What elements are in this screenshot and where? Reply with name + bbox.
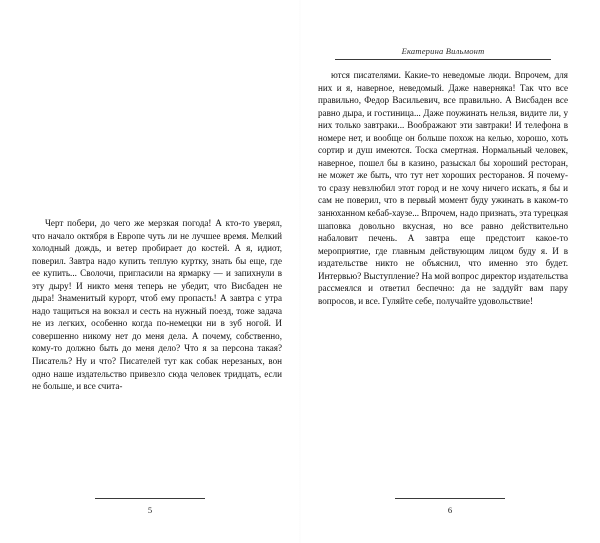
left-page-body [32,217,282,393]
right-page-running-head: Екатерина Вильмонт [401,46,485,56]
left-page-footer [0,498,300,515]
left-page-folio: 5 [147,505,153,515]
left-page-footer-rule [95,498,205,499]
right-page-body [318,69,568,307]
right-page-footer-rule [395,498,505,499]
right-page-folio: 6 [447,505,453,515]
right-page-head-rule [335,59,551,60]
right-page-footer [300,498,600,515]
left-page-paragraph: Черт побери, до чего же мерзкая погода! А кто-то уверял, что начало октября в Европе чуть ли не лучшее время. Мелкий холодный дождь, и ветер пробирает до костей. А я, идиот, поверил. Завтра надо купить теплую куртку, знать бы еще, где ее купить... Сволочи, пригласили на ярмарку — и запихнули в эту дыру! И никто меня теперь не убедит, что Висбаден не дыра! Знаменитый курорт, чтоб ему пропасть! А завтра с утра надо тащиться на вокзал и сесть на нужный поезд, тоже задача не из легких, особенно когда по-немецки ни в зуб ногой. И совершенно никому нет до меня дела. А почему, собственно, кому-то должно быть до меня дело? Что я за персона такая? Писатель? Ну и что? Писателей тут как собак нерезаных, вон одно наше издательство привезло сюда человек тридцать, если не больше, и все счита- [32,218,282,392]
right-page [300,0,600,543]
left-page-head-space [32,0,282,64]
right-page-paragraph: ются писателями. Какие-то неведомые люди. Впрочем, для них и я, наверное, неведомый. Даже наверняка! Так что все правильно, Федор Васильевич, все правильно. А Висбаден все равно дыра, и гостиница... Даже поужинать нельзя, видите ли, у них только завтраки... Воображают эти завтраки! И телефона в номере нет, и вообще он больше похож на келью, хорошо, хоть сортир и душ имеются. Тоска смертная. Нормальный человек, наверное, пошел бы в казино, разыскал бы хороший ресторан, не может же быть, что тут нет хороших ресторанов. Я почему-то сразу невзлюбил этот город и не хочу ничего искать, я бы и сам не поверил, что в первый момент буду ужинать в каком-то занюханном кебаб-хаузе... Впрочем, надо признать, эта турецкая шаповка довольно вкусная, но все равно действительно набаловит печень. А завтра еще предстоит какое-то мероприятие, где главным действующим лицом буду я. И в издательстве никто не объяснил, что именно это будет. Интервью? Выступление? На мой вопрос директор издательства рассмеялся и ответил беспечно: да не заддуйт вам пару вопросов, и все. Гуляйте себе, получайте удовольствие! [318,70,568,306]
